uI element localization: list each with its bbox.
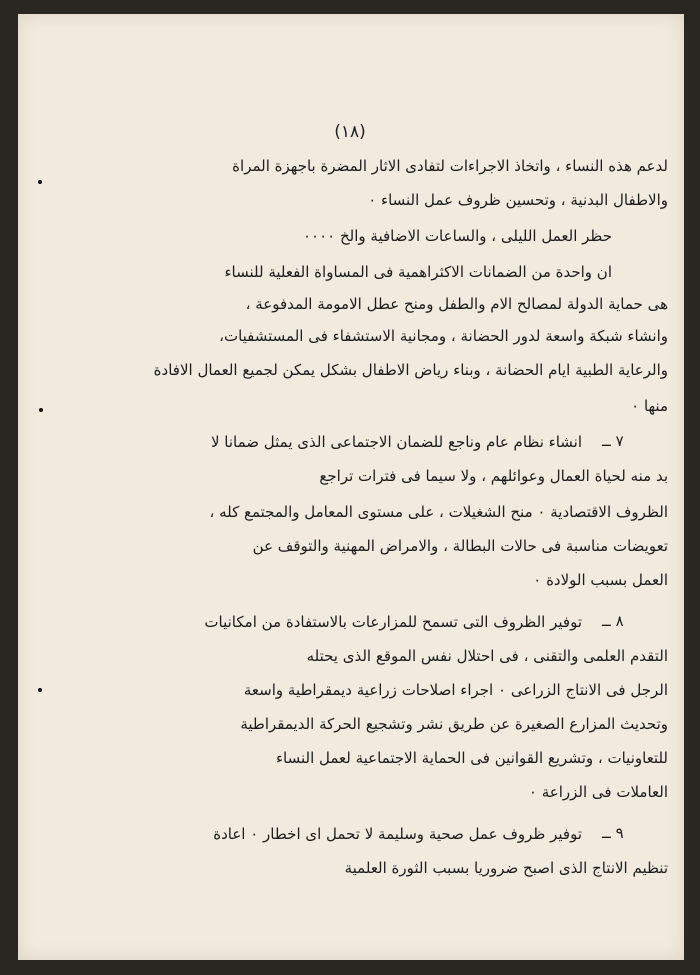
text-line: بد منه لحياة العمال وعوائلهم ، ولا سيما فى فترات تراجع bbox=[319, 467, 668, 485]
text-line: الرجل فى الانتاج الزراعى ٠ اجراء اصلاحات زراعية ديمقراطية واسعة bbox=[243, 681, 668, 699]
text-line: انشاء نظام عام وناجع للضمان الاجتماعى الذى يمثل ضمانا لا bbox=[210, 433, 582, 451]
text-line: توفير الظروف التى تسمح للمزارعات بالاستفادة من امكانيات bbox=[204, 613, 582, 631]
text-line: حظر العمل الليلى ، والساعات الاضافية والخ ٠٠٠٠ bbox=[302, 227, 612, 245]
text-line: التقدم العلمى والتقنى ، فى احتلال نفس الموقع الذى يحتله bbox=[306, 647, 668, 665]
page-number: (١٨) bbox=[334, 122, 366, 142]
text-line: منها ٠ bbox=[631, 397, 668, 415]
text-line: العمل بسبب الولادة ٠ bbox=[533, 571, 668, 589]
binding-hole-mark bbox=[38, 180, 42, 184]
item-number: ٧ ــ bbox=[602, 432, 624, 450]
binding-hole-mark bbox=[39, 408, 43, 412]
text-line: والرعاية الطبية ايام الحضانة ، وبناء رياض الاطفال بشكل يمكن لجميع العمال الافادة bbox=[153, 361, 668, 379]
text-line: وتحديث المزارع الصغيرة عن طريق نشر وتشجيع الحركة الديمقراطية bbox=[240, 715, 668, 733]
text-line: والاطفال البدنية ، وتحسين ظروف عمل النساء ٠ bbox=[368, 191, 668, 209]
text-line: تنظيم الانتاج الذى اصبح ضروريا بسبب الثورة العلمية bbox=[344, 859, 668, 877]
item-number: ٩ ــ bbox=[602, 824, 624, 842]
binding-hole-mark bbox=[38, 688, 42, 692]
item-number: ٨ ــ bbox=[602, 612, 624, 630]
text-line: الظروف الاقتصادية ٠ منح الشغيلات ، على مستوى المعامل والمجتمع كله ، bbox=[209, 503, 668, 521]
text-line: لدعم هذه النساء ، واتخاذ الاجراءات لتفادى الاثار المضرة باجهزة المراة bbox=[232, 157, 668, 175]
text-line: العاملات فى الزراعة ٠ bbox=[528, 783, 668, 801]
text-line: للتعاونيات ، وتشريع القوانين فى الحماية الاجتماعية لعمل النساء bbox=[275, 749, 668, 767]
text-line: تعويضات مناسبة فى حالات البطالة ، والامراض المهنية والتوقف عن bbox=[252, 537, 668, 555]
text-line: هى حماية الدولة لمصالح الام والطفل ومنح عطل الامومة المدفوعة ، bbox=[245, 295, 668, 313]
text-line: توفير ظروف عمل صحية وسليمة لا تحمل اى اخطار ٠ اعادة bbox=[213, 825, 582, 843]
text-line: ان واحدة من الضمانات الاكثراهمية فى المساواة الفعلية للنساء bbox=[224, 263, 612, 281]
text-line: وانشاء شبكة واسعة لدور الحضانة ، ومجانية الاستشفاء فى المستشفيات، bbox=[219, 327, 668, 345]
